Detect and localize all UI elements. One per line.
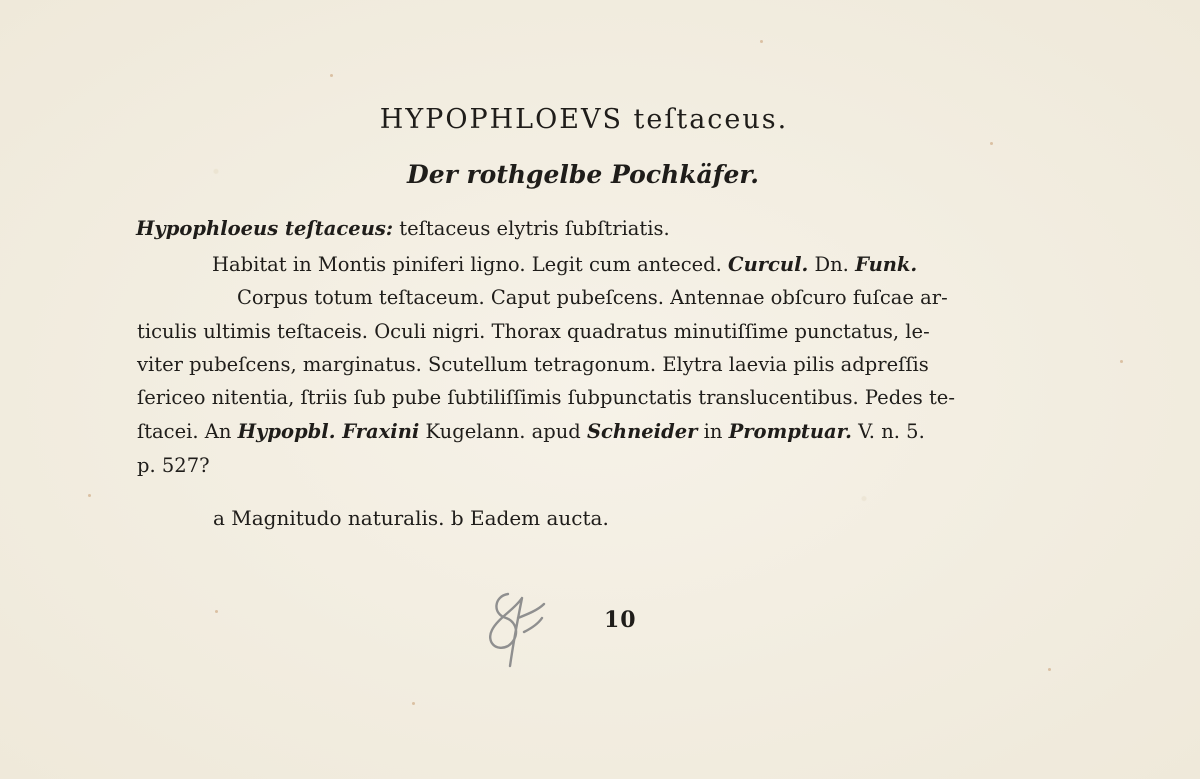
paper-fleck (1120, 360, 1123, 363)
species-name: Hypophloeus teſtaceus: (136, 217, 394, 240)
paper-fleck (990, 142, 993, 145)
description-line-1: Corpus totum teſtaceum. Caput pubeſcens. Antennae obſcuro fuſcae ar- (237, 286, 948, 309)
paper-fleck (760, 40, 763, 43)
paper-fleck (88, 494, 91, 497)
description-line-2: ticulis ultimis teſtaceis. Oculi nigri. Thorax quadratus minutiſſime punctatus, le- (137, 320, 930, 343)
paper-fleck (1048, 668, 1051, 671)
collector-name: Funk. (855, 253, 918, 276)
line5-text-a: ſtacei. An (137, 420, 238, 443)
page-title: HYPOPHLOEVS teſtaceus. (379, 104, 789, 135)
diagnosis-text: teſtaceus elytris ſubſtriatis. (393, 217, 670, 240)
figure-caption: a Magnitudo naturalis. b Eadem aucta. (213, 506, 609, 530)
paper-fleck (215, 610, 218, 613)
description-line-5 (137, 422, 925, 442)
description-line-3: viter pubeſcens, marginatus. Scutellum tetragonum. Elytra laevia pilis adpreſſis (137, 353, 929, 376)
pencil-annotation-icon (478, 588, 548, 672)
habitat-dn: Dn. (808, 253, 856, 276)
plate-number: 10 (604, 607, 637, 633)
diagnosis-line (136, 219, 670, 239)
synonym-ref: Hypopbl. Fraxini (237, 420, 420, 443)
genus-ref-curcul: Curcul. (728, 253, 809, 276)
paper-fleck (412, 702, 415, 705)
habitat-text: Habitat in Montis piniferi ligno. Legit cum anteced. (212, 253, 729, 276)
description-line-6: p. 527? (137, 454, 210, 477)
paper-fleck (330, 74, 333, 77)
publication-ref: Promptuar. (728, 420, 852, 443)
habitat-line (212, 255, 917, 275)
line5-text-b: Kugelann. apud (419, 420, 587, 443)
line5-text-d: V. n. 5. (851, 420, 925, 443)
page-subtitle: Der rothgelbe Pochkäfer. (407, 160, 759, 189)
description-line-4: ſericeo nitentia, ſtriis ſub pube ſubtiliſſimis ſubpunctatis translucentibus. Pedes te- (137, 386, 955, 409)
author-ref: Schneider (586, 420, 698, 443)
line5-text-c: in (697, 420, 729, 443)
